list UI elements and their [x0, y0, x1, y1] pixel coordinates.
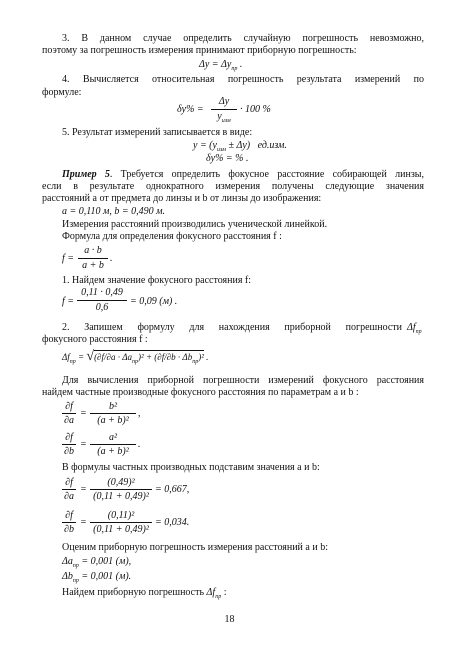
given-values: a = 0,110 м, b = 0,490 м. — [62, 206, 166, 217]
formula-delta-b: $\Delta b_{пр} = 0,001$ (м). — [62, 571, 132, 584]
formula-delta-a: $\Delta a_{пр} = 0,001$ (м), — [62, 556, 132, 569]
text-line: В формулы частных производных подставим значения a и b: — [62, 462, 320, 473]
example-title: Пример 5 — [62, 169, 110, 180]
text-line: 4. Вычисляется относительная погрешность результата измерений по — [62, 74, 424, 85]
df-label: $\Delta f_{пр}$ — [407, 322, 422, 335]
text-line: 2. Запишем формулу для нахождения приборной погрешности — [62, 322, 402, 333]
formula-result-percent: δy% = % . — [206, 153, 249, 164]
text-line: поэтому за погрешность измерения принимают приборную погрешность: — [42, 45, 357, 56]
example-heading-line: Пример 5. Требуется определить фокусное расстояние собирающей линзы, — [62, 169, 424, 180]
text-line: 3. В данном случае определить случайную погрешность невозможно, — [62, 33, 424, 44]
text-line: Измерения расстояний производились ученической линейкой. — [62, 219, 328, 230]
text-line: если в результате однократного измерения получены следующие значения — [42, 181, 424, 192]
text-line: Формула для определения фокусного расстояния f : — [62, 231, 282, 242]
text-line: формуле: — [42, 87, 82, 98]
formula-instrument-error-f: $\Delta f_{пр} = √(\partial f/\partial a \cdot \Delta a_{пр})^2 + (\partial f/\partial b \cdot \Delta b_{пр})^2$ . — [62, 349, 209, 365]
formula-result: $y = (y_{изм} \pm \Delta y)$ ед.изм. — [193, 140, 287, 153]
text-line: расстояний a от предмета до линзы и b от линзы до изображения: — [42, 193, 322, 204]
text-line: Найдем приборную погрешность $\Delta f_{пр}$ : — [62, 587, 227, 600]
text-line: найдем частные производные фокусного расстояния по параметрам a и b : — [42, 387, 359, 398]
text-line: 5. Результат измерений записывается в виде: — [62, 127, 253, 138]
page-number: 18 — [224, 614, 235, 625]
document-page: 3. В данном случае определить случайную погрешность невозможно, поэтому за погрешность измерения принимают приборную погрешность: $\Delta y = \Delta y_{пр}$ . 4. Вычисляется относительная погрешность результата измерений по формуле: δy% = Δy $y_{изм}$ · 100 % 5. Результат измерений записывается в виде: $y = (y_{изм} \pm \Delta y)$ ед.изм. δy% = % . Пример 5. Требуется определить фокусное расстояние собирающей линзы, если в результате однократного измерения получены следующие значения расстояний a от предмета до линзы и b от линзы до изображения: a = 0,110 м, b = 0,490 м. Измерения расстояний производились ученической линейкой. Формула для определения фокусного расстояния f : f = a · b a + b . 1. Найдем значение фокусного расстояния f: f = 0,11 · 0,49 0,6 = 0,09 (м) . 2. Запишем формулу для нахождения приборной погрешности $\Delta f_{пр}$ фокусного расстояния f : $\Delta f_{пр} = √(\partial f/\partial a \cdot \Delta a_{пр})^2 + (\partial f/\partial b \cdot \Delta b_{пр})^2$ . Для вычисления приборной погрешности измерений фокусного расстояния найдем частные производные фокусного расстояния по параметрам a и b : ∂f ∂a = b² (a + b)² , ∂f ∂b = a² (a + b)² . В формулы частных производных подставим значения a и b: ∂f ∂a = (0,49)² (0,11 + 0,49)² = 0,667, ∂f ∂b = (0,11)² (0,11 + 0,49)² = 0,034. Оценим приборную погрешность измерения расстояний a и b: $\Delta a_{пр} = 0,001$ (м), $\Delta b_{пр} = 0,001$ (м). Найдем приборную погрешность $\Delta f_{пр}$ : 18 — [0, 0, 459, 650]
formula-instrument-error: $\Delta y = \Delta y_{пр}$ . — [199, 59, 243, 72]
text-line: 1. Найдем значение фокусного расстояния f: — [62, 275, 252, 286]
text-line: фокусного расстояния f : — [42, 334, 148, 345]
text-line: Для вычисления приборной погрешности измерений фокусного расстояния — [62, 375, 424, 386]
text-line: Оценим приборную погрешность измерения расстояний a и b: — [62, 542, 328, 553]
